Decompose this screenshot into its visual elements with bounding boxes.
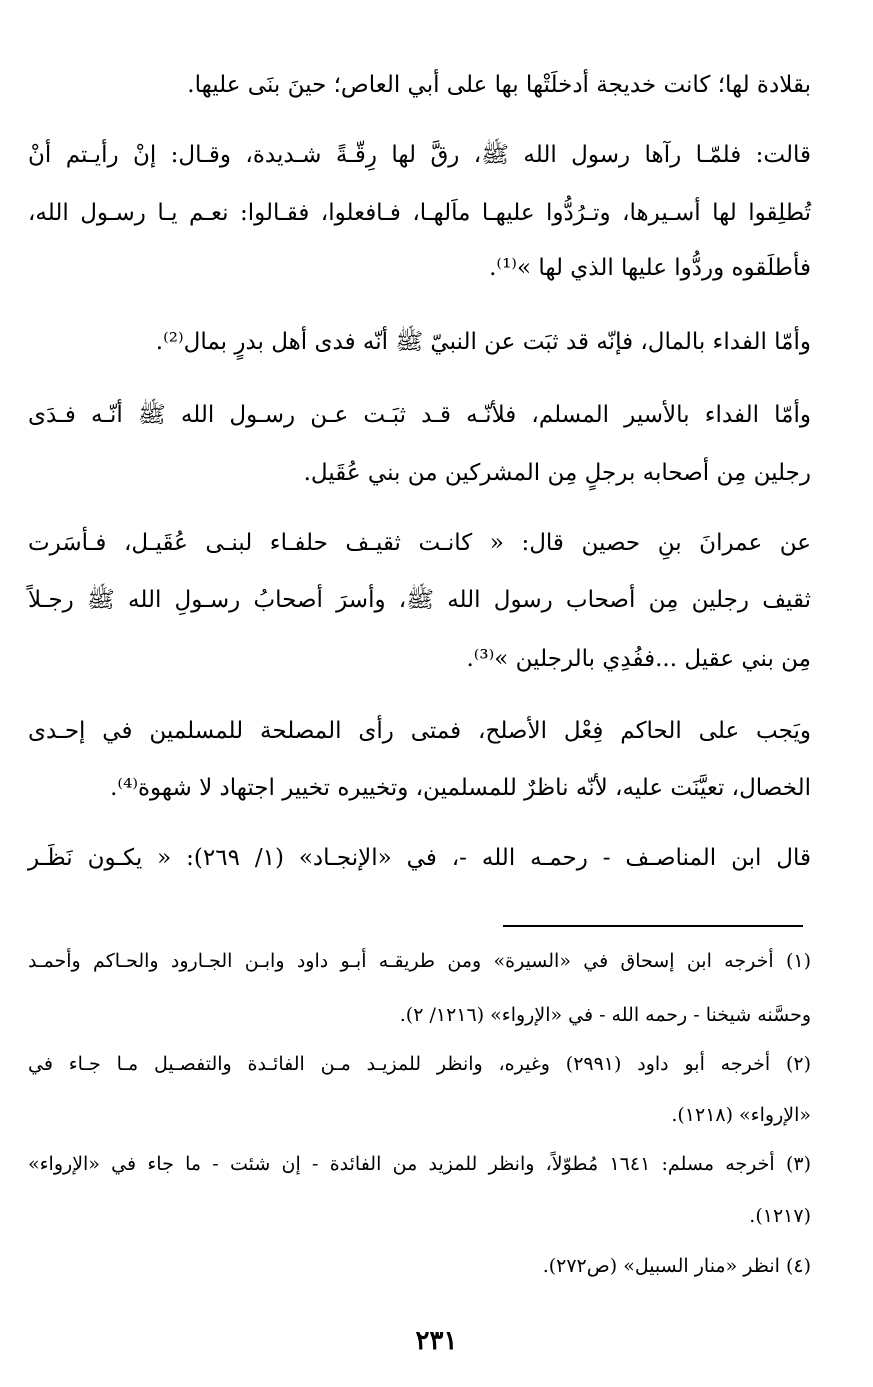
body-line-13: قال ابن المناصـف - رحمـه الله -، في «الإنجـاد» (١/ ٢٦٩): « يكـون نَظَـر	[28, 845, 812, 871]
page-number: ٢٣١	[415, 1326, 458, 1356]
footnote-1-line-1: (١) أخرجه ابن إسحاق في «السيرة» ومن طريقـه أبـو داود وابـن الجـارود والحـاكم وأحمـد	[28, 950, 811, 972]
body-line-6: وأمّا الفداء بالأسير المسلم، فلأنّـه قـد ثبَـت عـن رسـول الله ﷺ أنّـه فـدَى	[28, 402, 811, 428]
footnote-4-line-1: (٤) انظر «منار السبيل» (ص٢٧٢).	[542, 1255, 811, 1277]
body-line-3: تُطلِقوا لها أسـيرها، وتـرُدُّوا عليهـا ماَلهـا، فـافعلوا، فقـالوا: نعـم يـا رسـول الله،	[28, 200, 811, 226]
footnote-separator	[503, 925, 803, 927]
footnote-2-line-2: «الإرواء» (١٢١٨).	[671, 1104, 811, 1126]
body-line-8: عن عمرانَ بنِ حصين قال: « كانـت ثقيـف حلفـاء لبنـى عُقَيـل، فـأسَرت	[28, 530, 811, 556]
body-line-10: مِن بني عقيل ...ففُدِي بالرجلين »⁽³⁾.	[466, 646, 811, 672]
body-line-5: وأمّا الفداء بالمال، فإنّه قد ثبَت عن النبيّ ﷺ أنّه فدى أهل بدرٍ بمال⁽²⁾.	[155, 329, 811, 355]
body-line-9: ثقيف رجلين مِن أصحاب رسول الله ﷺ، وأسرَ أصحابُ رسـولِ الله ﷺ رجـلاً	[28, 587, 811, 613]
body-line-2: قالت: فلمّـا رآها رسول الله ﷺ، رقَّ لها رِقّـةً شـديدة، وقـال: إنْ رأيـتم أنْ	[28, 142, 812, 168]
body-line-12: الخصال، تعيَّنَت عليه، لأنّه ناظرٌ للمسلمين، وتخييره تخيير اجتهاد لا شهوة⁽⁴⁾.	[110, 775, 811, 801]
footnote-2-line-1: (٢) أخرجه أبو داود (٢٩٩١) وغيره، وانظر للمزيـد مـن الفائـدة والتفصـيل مـا جـاء في	[28, 1053, 811, 1075]
body-line-4: فأطلَقوه وردُّوا عليها الذي لها »⁽¹⁾.	[489, 255, 811, 281]
footnote-1-line-2: وحسَّنه شيخنا - رحمه الله - في «الإرواء» (١٢١٦/ ٢).	[399, 1004, 811, 1026]
footnote-3-line-1: (٣) أخرجه مسلم: ١٦٤١ مُطوّلاً، وانظر للمزيد من الفائدة - إن شئت - ما جاء في «الإرواء»	[28, 1153, 811, 1175]
body-line-7: رجلين مِن أصحابه برجلٍ مِن المشركين من بني عُقَيل.	[303, 460, 811, 486]
body-line-1: بقلادة لها؛ كانت خديجة أدخلَتْها بها على أبي العاص؛ حينَ بنَى عليها.	[187, 72, 811, 98]
body-line-11: ويَجب على الحاكم فِعْل الأصلح، فمتى رأى المصلحة للمسلمين في إحـدى	[28, 718, 811, 744]
footnote-3-line-2: (١٢١٧).	[749, 1205, 811, 1227]
